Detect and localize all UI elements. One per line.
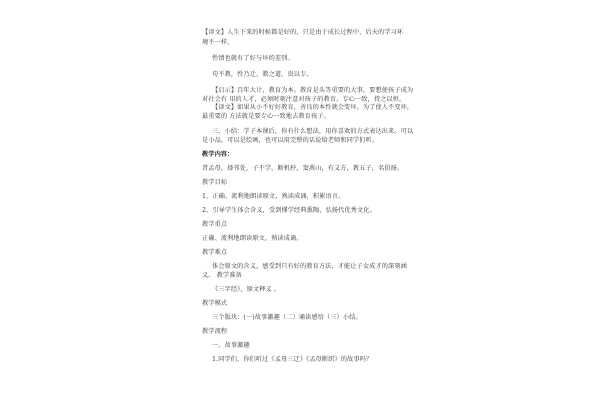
translation-paragraph-2-cont: 最重要的 方法就是要专心一致地去教育孩子。 (202, 113, 330, 120)
flow-question: 1.同学们，你们听过《孟母三迁》《孟母断织》的故事吗？ (212, 356, 373, 363)
goals-heading: 教学目标 (202, 179, 228, 186)
translation-paragraph-2: 【译文】如果从小不好好教育，善良的本性就会变坏。为了使人不变坏， (212, 104, 414, 111)
keypoint-heading: 教学重点 (202, 221, 228, 228)
translation-paragraph-1-cont: 境不一样， (202, 39, 234, 46)
mode-text: 三个版块：(一)故事激趣（二）诵读感悟（三）小结。 (212, 314, 362, 321)
difficulty-text-cont: 义。 教学准备 (202, 272, 242, 279)
difficulty-heading: 教学难点 (202, 249, 228, 256)
difficulty-text: 体会原文的含义，感受到只有好的教育方法，才能让子女成才的深刻涵 (212, 263, 407, 270)
flow-step-1: 一、故事激趣 (212, 342, 250, 349)
flow-heading: 教学流程 (202, 328, 228, 335)
summary-paragraph-cont: 是小品，可以是绘画，也可以用完整的话说给老师和同学们听。 (202, 137, 379, 144)
goal-item-2: 2、引导学生体会含义，受到懂学经典熏陶，弘扬代优秀文化。 (202, 207, 376, 214)
prep-text: 《三字经》，原文释义 。 (212, 286, 281, 293)
nature-line: 性情也就有了好与坏的差别。 (212, 55, 294, 62)
enlightenment-paragraph: 【启示】百年大计，教育为本。教育是头等重要的大事，要想使孩子成为 (212, 87, 414, 94)
enlightenment-paragraph-cont: 对社会有 用的人才，必须时刻注意对孩子的教育，专心一致，持之以恒。 (202, 96, 406, 103)
summary-paragraph: 三、小结：学子本课后，你有什么想法，用你喜欢的方式表达出来。可以 (212, 128, 414, 135)
content-items: 昔孟母，择邻处，子不学，断机杼，窦燕山，有义方，教五子，名俱扬。 (202, 165, 404, 172)
translation-paragraph-1: 【译文】人生下来的时候都是好的，只是由于成长过程中，后天的学习环 (202, 29, 404, 36)
mode-heading: 教学模式 (202, 300, 228, 307)
keypoint-text: 正确、流利地朗读原文，熟读成诵。 (202, 235, 303, 242)
goal-item-1: 1、正确、流利地朗读原文，熟读成诵，积累语言。 (202, 193, 345, 200)
original-text-line: 苟不教，性乃迁，教之道，贵以专。 (212, 71, 313, 78)
content-heading: 教学内容： (202, 151, 234, 158)
